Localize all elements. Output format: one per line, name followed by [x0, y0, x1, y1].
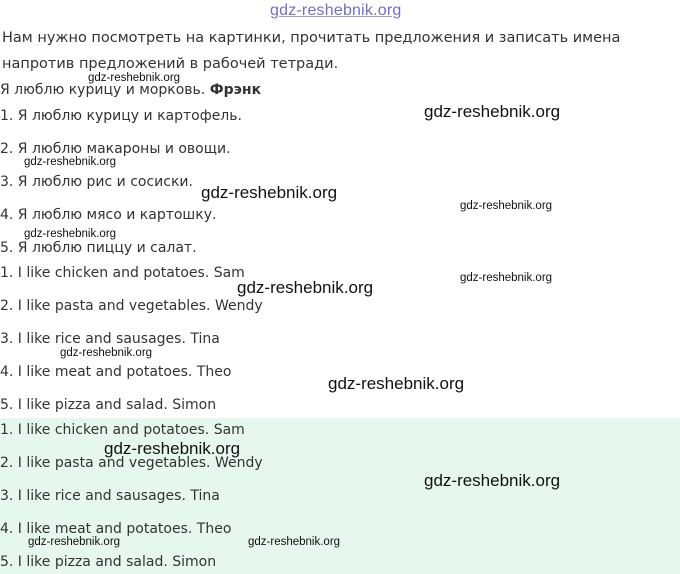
watermark-small: gdz-reshebnik.org — [24, 228, 117, 240]
watermark-small: gdz-reshebnik.org — [60, 347, 153, 359]
russian-item-1: 1. Я люблю курицу и картофель. — [0, 108, 242, 124]
english-item-3: 3. I like rice and sausages. Tina — [0, 331, 220, 347]
watermark-large: gdz-reshebnik.org — [237, 278, 374, 297]
example-line — [0, 82, 261, 98]
watermark-large: gdz-reshebnik.org — [104, 439, 241, 458]
russian-item-3: 3. Я люблю рис и сосиски. — [0, 174, 193, 190]
answer-item-3: 3. I like rice and sausages. Tina — [0, 488, 220, 504]
watermark-large: gdz-reshebnik.org — [424, 102, 561, 121]
answer-item-2: 2. I like pasta and vegetables. Wendy — [0, 455, 263, 471]
intro-line-2: напротив предложений в рабочей тетради. — [2, 56, 339, 72]
answer-item-5: 5. I like pizza and salad. Simon — [0, 554, 217, 570]
example-sentence: Я люблю курицу и морковь. — [0, 82, 206, 98]
watermark-large: gdz-reshebnik.org — [201, 183, 338, 202]
english-item-5: 5. I like pizza and salad. Simon — [0, 397, 217, 413]
english-item-2: 2. I like pasta and vegetables. Wendy — [0, 298, 263, 314]
watermark-small: gdz-reshebnik.org — [248, 536, 341, 548]
watermark-small: gdz-reshebnik.org — [28, 536, 121, 548]
russian-item-4: 4. Я люблю мясо и картошку. — [0, 207, 217, 223]
watermark-large: gdz-reshebnik.org — [328, 374, 465, 393]
watermark-large: gdz-reshebnik.org — [424, 471, 561, 490]
intro-line-1: Нам нужно посмотреть на картинки, прочитать предложения и записать имена — [2, 30, 621, 46]
watermark-small: gdz-reshebnik.org — [88, 72, 181, 84]
example-name: Фрэнк — [209, 82, 262, 98]
watermark-header-link[interactable]: gdz-reshebnik.org — [270, 2, 402, 19]
russian-item-2: 2. Я люблю макароны и овощи. — [0, 141, 231, 157]
watermark-small: gdz-reshebnik.org — [460, 272, 553, 284]
watermark-small: gdz-reshebnik.org — [460, 200, 553, 212]
english-item-4: 4. I like meat and potatoes. Theo — [0, 364, 232, 380]
russian-item-5: 5. Я люблю пиццу и салат. — [0, 240, 197, 256]
watermark-small: gdz-reshebnik.org — [24, 156, 117, 168]
answer-item-4: 4. I like meat and potatoes. Theo — [0, 521, 232, 537]
english-item-1: 1. I like chicken and potatoes. Sam — [0, 265, 245, 281]
answer-item-1: 1. I like chicken and potatoes. Sam — [0, 422, 245, 438]
